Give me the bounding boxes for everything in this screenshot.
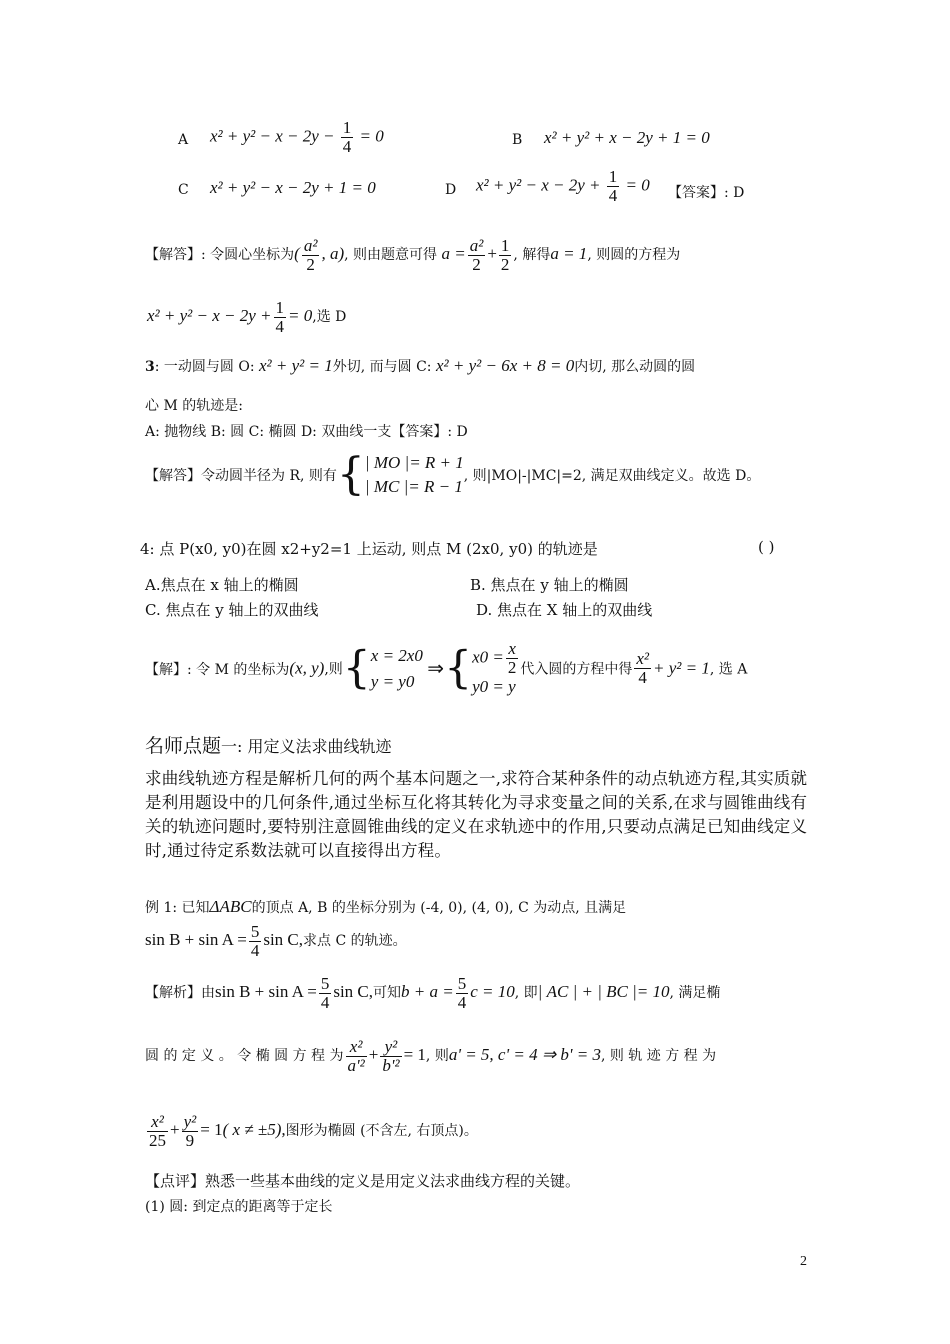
q4-stem: 4: 点 P(x0, y0)在圆 x2+y2=1 上运动, 则点 M (2x0, y0) 的轨迹是 bbox=[140, 540, 598, 558]
example1-stem bbox=[145, 897, 626, 917]
q4-choice: , 选 A bbox=[709, 661, 748, 678]
final-condition: ( x ≠ ±5), bbox=[222, 1120, 286, 1139]
option-a-frac-num: 1 bbox=[342, 118, 352, 137]
sine-eq-prefix: sin B + sin A = bbox=[145, 930, 247, 949]
option-c-label: C bbox=[178, 182, 189, 198]
review: 【点评】熟悉一些基本曲线的定义是用定义法求曲线方程的关键。 bbox=[145, 1172, 581, 1190]
option-d-frac-den: 4 bbox=[608, 186, 618, 205]
solution-label: 【解答】 bbox=[145, 247, 201, 263]
example1-solution-line2 bbox=[145, 1030, 716, 1081]
q4-option-a: A.焦点在 x 轴上的椭圆 bbox=[145, 576, 299, 594]
q3-solution: 【解答】令动圆半径为 R, 则有{ | MO |= R + 1 | MC |= R − 1 , 则|MO|-|MC|=2, 满足双曲线定义。故选 D。 bbox=[145, 449, 761, 500]
q3-stem bbox=[145, 356, 695, 376]
option-d-label: D bbox=[445, 182, 457, 198]
ellipse-num-2: y² bbox=[380, 1038, 401, 1057]
ex1-text: , 则 bbox=[425, 1048, 449, 1064]
q4-system-2: y = y0 bbox=[370, 671, 415, 691]
q4-option-c: C. 焦点在 y 轴上的双曲线 bbox=[145, 601, 319, 619]
center-coord-rest: , a) bbox=[321, 244, 345, 263]
b-plus-a: b + a = bbox=[401, 982, 454, 1001]
section-title-light: 一: 用定义法求曲线轨迹 bbox=[221, 737, 392, 756]
ellipse-params: a' = 5, c' = 4 ⇒ b' = 3 bbox=[448, 1045, 601, 1064]
c-frac-den: 4 bbox=[457, 992, 467, 1012]
q4-then: ,则 bbox=[324, 661, 343, 678]
center-frac-num: a² bbox=[303, 235, 318, 255]
center-frac-den: 2 bbox=[306, 254, 315, 274]
option-d-equation bbox=[476, 168, 650, 205]
sol-sine-den: 4 bbox=[320, 992, 330, 1012]
circle-eq-num: 1 bbox=[275, 297, 285, 317]
q4-option-d: D. 焦点在 X 轴上的双曲线 bbox=[476, 601, 653, 619]
option-a-equation bbox=[210, 119, 384, 156]
q3-line2: 心 M 的轨迹是: bbox=[145, 398, 243, 414]
ex1-text: 的顶点 A, B 的坐标分别为 (-4, 0), (4, 0), C 为动点, 且满足 bbox=[251, 900, 627, 916]
final-eq: = 1 bbox=[200, 1120, 223, 1139]
q3-text: : 一动圆与圆 O: bbox=[154, 359, 255, 375]
ellipse-eq: = 1 bbox=[403, 1045, 426, 1064]
triangle-abc: ΔABC bbox=[209, 897, 252, 916]
option-d-eq-suffix: = 0 bbox=[625, 175, 650, 195]
option-d-frac-num: 1 bbox=[608, 167, 618, 186]
half-den: 2 bbox=[500, 254, 510, 274]
sine-eq-num: 5 bbox=[250, 921, 260, 941]
q4-xy: (x, y) bbox=[289, 658, 325, 678]
q3-sol-label: 【解答】令动圆半径为 R, 则有 bbox=[145, 468, 337, 484]
system-eq-1: | MO |= R + 1 bbox=[364, 453, 464, 472]
q4-result-suffix: + y² = 1 bbox=[653, 658, 710, 678]
definition-item-1: (1) 圆: 到定点的距离等于定长 bbox=[145, 1199, 333, 1215]
page-number: 2 bbox=[800, 1254, 807, 1269]
ellipse-den-2: b'² bbox=[382, 1055, 400, 1075]
option-c-equation: x² + y² − x − 2y + 1 = 0 bbox=[210, 178, 376, 197]
sine-eq-suffix: sin C, bbox=[263, 930, 304, 949]
section-heading bbox=[145, 731, 392, 758]
q3-sol-end: , 则|MO|-|MC|=2, 满足双曲线定义。故选 D。 bbox=[463, 468, 761, 484]
ex1-text: , 则 轨 迹 方 程 为 bbox=[600, 1048, 717, 1064]
plus-sign: + bbox=[368, 1045, 379, 1064]
option-b-equation: x² + y² + x − 2y + 1 = 0 bbox=[544, 128, 710, 147]
q3-number: 3 bbox=[145, 359, 155, 375]
option-a-eq-suffix: = 0 bbox=[359, 126, 384, 146]
example1-solution-line1 bbox=[145, 970, 720, 1015]
a-frac-den: 2 bbox=[472, 254, 481, 274]
a-frac-num: a² bbox=[469, 235, 484, 255]
plus-sign: + bbox=[487, 244, 497, 263]
solution-text: , 则由题意可得 bbox=[344, 247, 438, 263]
solution-text: : 令圆心坐标为 bbox=[201, 247, 295, 263]
q4-option-b: B. 焦点在 y 轴上的椭圆 bbox=[470, 576, 629, 594]
sol-sine-num: 5 bbox=[320, 973, 330, 993]
example1-final: $\frac{\text{x²}}{25}$ + $\frac{\text{y²}}{9}$ = 1( x ≠ ±5),图形为椭圆 (不含左, 右顶点)。 bbox=[149, 1111, 478, 1150]
q4-result-num: x² bbox=[636, 649, 649, 668]
circle-eq-suffix: = 0 bbox=[288, 306, 313, 325]
ellipse-den-1: a'² bbox=[347, 1055, 365, 1075]
q3-options: A: 抛物线 B: 圆 C: 椭圆 D: 双曲线一支【答案】: D bbox=[145, 424, 468, 440]
q4-paren: ( ) bbox=[758, 538, 775, 556]
circle-eq-prefix: x² + y² − x − 2y + bbox=[147, 306, 272, 325]
q4-system-3-den: 2 bbox=[507, 658, 517, 677]
ex1-text: 可知 bbox=[373, 985, 402, 1001]
a-value: a = 1 bbox=[550, 244, 588, 263]
ex1-text: , 即 bbox=[514, 985, 538, 1001]
ex1-sol-label: 【解析】由 bbox=[145, 985, 215, 1001]
ex1-text: 圆 的 定 义 。 令 椭 圆 方 程 为 bbox=[145, 1048, 344, 1064]
circle-o-eq: x² + y² = 1 bbox=[259, 356, 333, 375]
q3-text: 内切, 那么动圆的圆 bbox=[574, 359, 696, 375]
option-a-frac-den: 4 bbox=[342, 137, 352, 156]
ex1-text: , 满足椭 bbox=[669, 985, 721, 1001]
ellipse-num-1: x² bbox=[346, 1038, 367, 1057]
ex1-text: 求点 C 的轨迹。 bbox=[303, 933, 407, 949]
sine-eq-den: 4 bbox=[250, 940, 260, 960]
q4-system-3-lhs: x0 = bbox=[472, 647, 504, 667]
sol-sine-suffix: sin C, bbox=[333, 982, 374, 1001]
q4-system-1: x = 2x0 bbox=[370, 645, 423, 665]
option-b-label: B bbox=[512, 132, 523, 148]
q4-substitute-text: 代入圆的方程中得 bbox=[520, 661, 633, 678]
example1-condition bbox=[145, 918, 407, 963]
final-num-2: y² bbox=[183, 1111, 197, 1131]
q4-system-4: y0 = y bbox=[472, 677, 516, 696]
c-frac-num: 5 bbox=[457, 973, 467, 993]
solution-choice: ,选 D bbox=[312, 309, 347, 325]
ex1-text: 例 1: 已知 bbox=[145, 900, 210, 916]
q2-solution-line1: 【解答】: 令圆心坐标为( $\frac{\text{a²}}{2}$ , a), 则由题意可得 a = $\frac{\text{a²}}{2}$ + $\frac{1}{2}$ , 解得a = 1, 则圆的方程为 bbox=[145, 235, 681, 274]
solution-text: , 解得 bbox=[513, 247, 551, 263]
final-num-1: x² bbox=[147, 1113, 168, 1132]
q4-sol-label: 【解】: 令 M 的坐标为 bbox=[145, 661, 290, 678]
sol-sine-prefix: sin B + sin A = bbox=[215, 982, 317, 1001]
option-a-label: A bbox=[178, 132, 189, 148]
option-d-eq-prefix: x² + y² − x − 2y + bbox=[476, 175, 601, 195]
section-paragraph: 求曲线轨迹方程是解析几何的两个基本问题之一,求符合某种条件的动点轨迹方程,其实质就是利用题设中的几何条件,通过坐标互化将其转化为寻求变量之间的关系,在求与圆锥曲线有关的轨迹问题时,要特别注意圆锥曲线的定义在求轨迹中的作用,只要动点满足已知曲线定义时,通过待定系数法就可以直接得出方程。 bbox=[145, 769, 808, 860]
final-den-1: 25 bbox=[149, 1130, 166, 1150]
circle-c-eq: x² + y² − 6x + 8 = 0 bbox=[435, 356, 575, 375]
implies-symbol: ⇒ bbox=[427, 658, 445, 680]
q4-result-den: 4 bbox=[638, 668, 647, 687]
distance-sum: | AC | + | BC |= 10 bbox=[537, 982, 670, 1001]
final-den-2: 9 bbox=[185, 1130, 195, 1150]
final-text: 图形为椭圆 (不含左, 右顶点)。 bbox=[285, 1123, 478, 1139]
option-a-eq-prefix: x² + y² − x − 2y − bbox=[210, 126, 335, 146]
half-num: 1 bbox=[500, 235, 510, 255]
solution-text: , 则圆的方程为 bbox=[587, 247, 681, 263]
a-equals: a = bbox=[441, 244, 466, 263]
q2-solution-line2 bbox=[147, 294, 346, 339]
c-equals-10: c = 10 bbox=[470, 982, 515, 1001]
q3-text: 外切, 而与圆 C: bbox=[332, 359, 432, 375]
circle-eq-den: 4 bbox=[275, 316, 285, 336]
q4-system-3-num: x bbox=[506, 640, 519, 659]
section-title-bold: 名师点题 bbox=[145, 735, 222, 757]
q2-answer: 【答案】: D bbox=[668, 185, 745, 201]
system-eq-2: | MC |= R − 1 bbox=[364, 477, 463, 496]
q4-solution: 【解】: 令 M 的坐标为(x, y),则{ x = 2x0 y = y0 ⇒{ x0 = $\frac{x}{2}$ y0 = y 代入圆的方程中得 $\frac{\text{x²}}{4}$ + y² = 1, 选 A bbox=[145, 639, 748, 696]
